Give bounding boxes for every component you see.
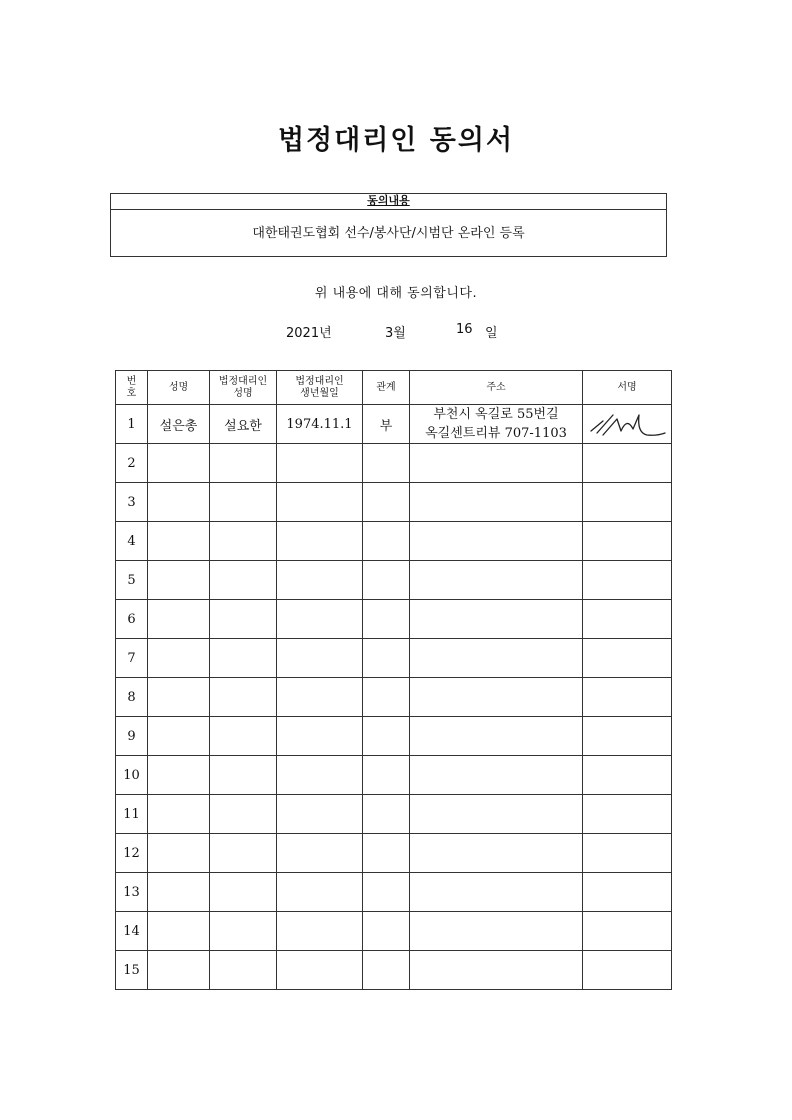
address-cell (410, 756, 583, 795)
address-cell (410, 639, 583, 678)
row-num-cell: 8 (116, 678, 148, 717)
header-signature: 서명 (583, 371, 672, 405)
address-cell (410, 873, 583, 912)
agree-statement: 위 내용에 대해 동의합니다. (314, 286, 478, 301)
signature-cell (583, 951, 672, 990)
guardian-name-cell (210, 912, 277, 951)
row-num-cell: 4 (116, 522, 148, 561)
guardian-birth-cell (277, 561, 363, 600)
guardian-birth-cell: 1974.11.1 (277, 405, 363, 444)
guardian-birth-cell (277, 678, 363, 717)
guardian-name-cell (210, 522, 277, 561)
signature-cell (583, 405, 672, 444)
student-name-cell (148, 678, 210, 717)
row-num-cell: 13 (116, 873, 148, 912)
signature-cell (583, 483, 672, 522)
student-name-cell (148, 483, 210, 522)
consent-header (111, 194, 666, 210)
relation-cell (363, 600, 410, 639)
row-num-cell: 6 (116, 600, 148, 639)
guardian-birth-cell (277, 834, 363, 873)
guardian-birth-cell (277, 600, 363, 639)
guardian-name-cell: 설요한 (210, 405, 277, 444)
address-cell (410, 678, 583, 717)
student-name-cell (148, 444, 210, 483)
guardian-name-cell (210, 756, 277, 795)
relation-cell (363, 756, 410, 795)
address-cell (410, 561, 583, 600)
table-row (116, 639, 672, 678)
table-row (116, 951, 672, 990)
row-num-cell: 3 (116, 483, 148, 522)
relation-cell (363, 795, 410, 834)
student-name-cell (148, 951, 210, 990)
consent-header-label: 동의내용 (367, 194, 410, 207)
student-name-cell (148, 600, 210, 639)
address-cell (410, 483, 583, 522)
guardian-birth-cell (277, 912, 363, 951)
address-cell (410, 717, 583, 756)
signature-cell (583, 834, 672, 873)
guardian-name-cell (210, 873, 277, 912)
document-title: 법정대리인 동의서 (277, 125, 515, 156)
guardian-name-cell (210, 678, 277, 717)
relation-cell (363, 912, 410, 951)
table-row (116, 717, 672, 756)
guardian-name-cell (210, 951, 277, 990)
date-day-unit: 일 (485, 326, 498, 341)
signature-cell (583, 912, 672, 951)
table-row (116, 444, 672, 483)
student-name-cell (148, 639, 210, 678)
table-row (116, 795, 672, 834)
guardian-name-cell (210, 483, 277, 522)
address-line1: 부천시 옥길로 55번길 (433, 407, 559, 422)
guardian-birth-cell (277, 756, 363, 795)
signature-cell (583, 717, 672, 756)
guardian-birth-cell (277, 444, 363, 483)
relation-cell (363, 522, 410, 561)
guardian-name-cell (210, 717, 277, 756)
table-row (116, 483, 672, 522)
signature-cell (583, 444, 672, 483)
header-guardian-name (210, 371, 277, 405)
guardian-birth-cell (277, 873, 363, 912)
relation-cell: 부 (363, 405, 410, 444)
signature-scribble (587, 409, 667, 439)
signature-cell (583, 756, 672, 795)
guardian-name-cell (210, 795, 277, 834)
student-name-cell (148, 756, 210, 795)
guardian-birth-cell (277, 639, 363, 678)
row-num-cell: 5 (116, 561, 148, 600)
guardian-birth-cell (277, 717, 363, 756)
guardian-name-cell (210, 834, 277, 873)
relation-cell (363, 483, 410, 522)
signature-cell (583, 678, 672, 717)
header-address: 주소 (410, 371, 583, 405)
guardian-birth-cell (277, 483, 363, 522)
signature-cell (583, 522, 672, 561)
student-name-cell (148, 561, 210, 600)
row-num-cell: 2 (116, 444, 148, 483)
guardian-table (115, 370, 672, 990)
row-num-cell: 9 (116, 717, 148, 756)
relation-cell (363, 639, 410, 678)
guardian-name-cell (210, 639, 277, 678)
signature-cell (583, 873, 672, 912)
guardian-birth-cell (277, 951, 363, 990)
table-row (116, 405, 672, 444)
row-num-cell: 10 (116, 756, 148, 795)
table-row (116, 873, 672, 912)
table-row (116, 912, 672, 951)
relation-cell (363, 678, 410, 717)
table-row (116, 600, 672, 639)
address-cell (410, 522, 583, 561)
header-guardian-birth (277, 371, 363, 405)
student-name-cell (148, 522, 210, 561)
student-name-cell (148, 873, 210, 912)
table-row (116, 834, 672, 873)
student-name-cell (148, 795, 210, 834)
row-num-cell: 7 (116, 639, 148, 678)
table-header-row (116, 371, 672, 405)
student-name-cell (148, 912, 210, 951)
header-guardian-birth-label: 법정대리인 생년월일 (295, 375, 344, 399)
relation-cell (363, 873, 410, 912)
address-line2: 옥길센트리뷰 707-1103 (425, 426, 567, 441)
header-num-label: 번호 (126, 375, 137, 399)
table-row (116, 756, 672, 795)
date-day: 16 (456, 322, 473, 337)
header-guardian-name-label: 법정대리인 성명 (218, 375, 268, 399)
relation-cell (363, 834, 410, 873)
guardian-name-cell (210, 600, 277, 639)
guardian-name-cell (210, 444, 277, 483)
consent-box (110, 193, 667, 257)
consent-content: 대한태권도협회 선수/봉사단/시범단 온라인 등록 (252, 226, 525, 241)
student-name-cell (148, 717, 210, 756)
row-num-cell: 11 (116, 795, 148, 834)
guardian-birth-cell (277, 522, 363, 561)
row-num-cell: 1 (116, 405, 148, 444)
date-month: 3월 (385, 326, 406, 341)
table-row (116, 678, 672, 717)
guardian-birth-cell (277, 795, 363, 834)
row-num-cell: 14 (116, 912, 148, 951)
address-cell (410, 795, 583, 834)
address-cell (410, 405, 583, 444)
signature-cell (583, 639, 672, 678)
address-cell (410, 912, 583, 951)
table-row (116, 561, 672, 600)
relation-cell (363, 951, 410, 990)
header-num (116, 371, 148, 405)
guardian-name-cell (210, 561, 277, 600)
row-num-cell: 15 (116, 951, 148, 990)
row-num-cell: 12 (116, 834, 148, 873)
date-year: 2021년 (286, 326, 332, 341)
relation-cell (363, 717, 410, 756)
address-cell (410, 444, 583, 483)
relation-cell (363, 444, 410, 483)
student-name-cell: 설은총 (148, 405, 210, 444)
relation-cell (363, 561, 410, 600)
address-cell (410, 951, 583, 990)
student-name-cell (148, 834, 210, 873)
signature-cell (583, 795, 672, 834)
header-name: 성명 (148, 371, 210, 405)
address-cell (410, 834, 583, 873)
header-relation: 관계 (363, 371, 410, 405)
signature-cell (583, 600, 672, 639)
table-row (116, 522, 672, 561)
signature-cell (583, 561, 672, 600)
address-cell (410, 600, 583, 639)
